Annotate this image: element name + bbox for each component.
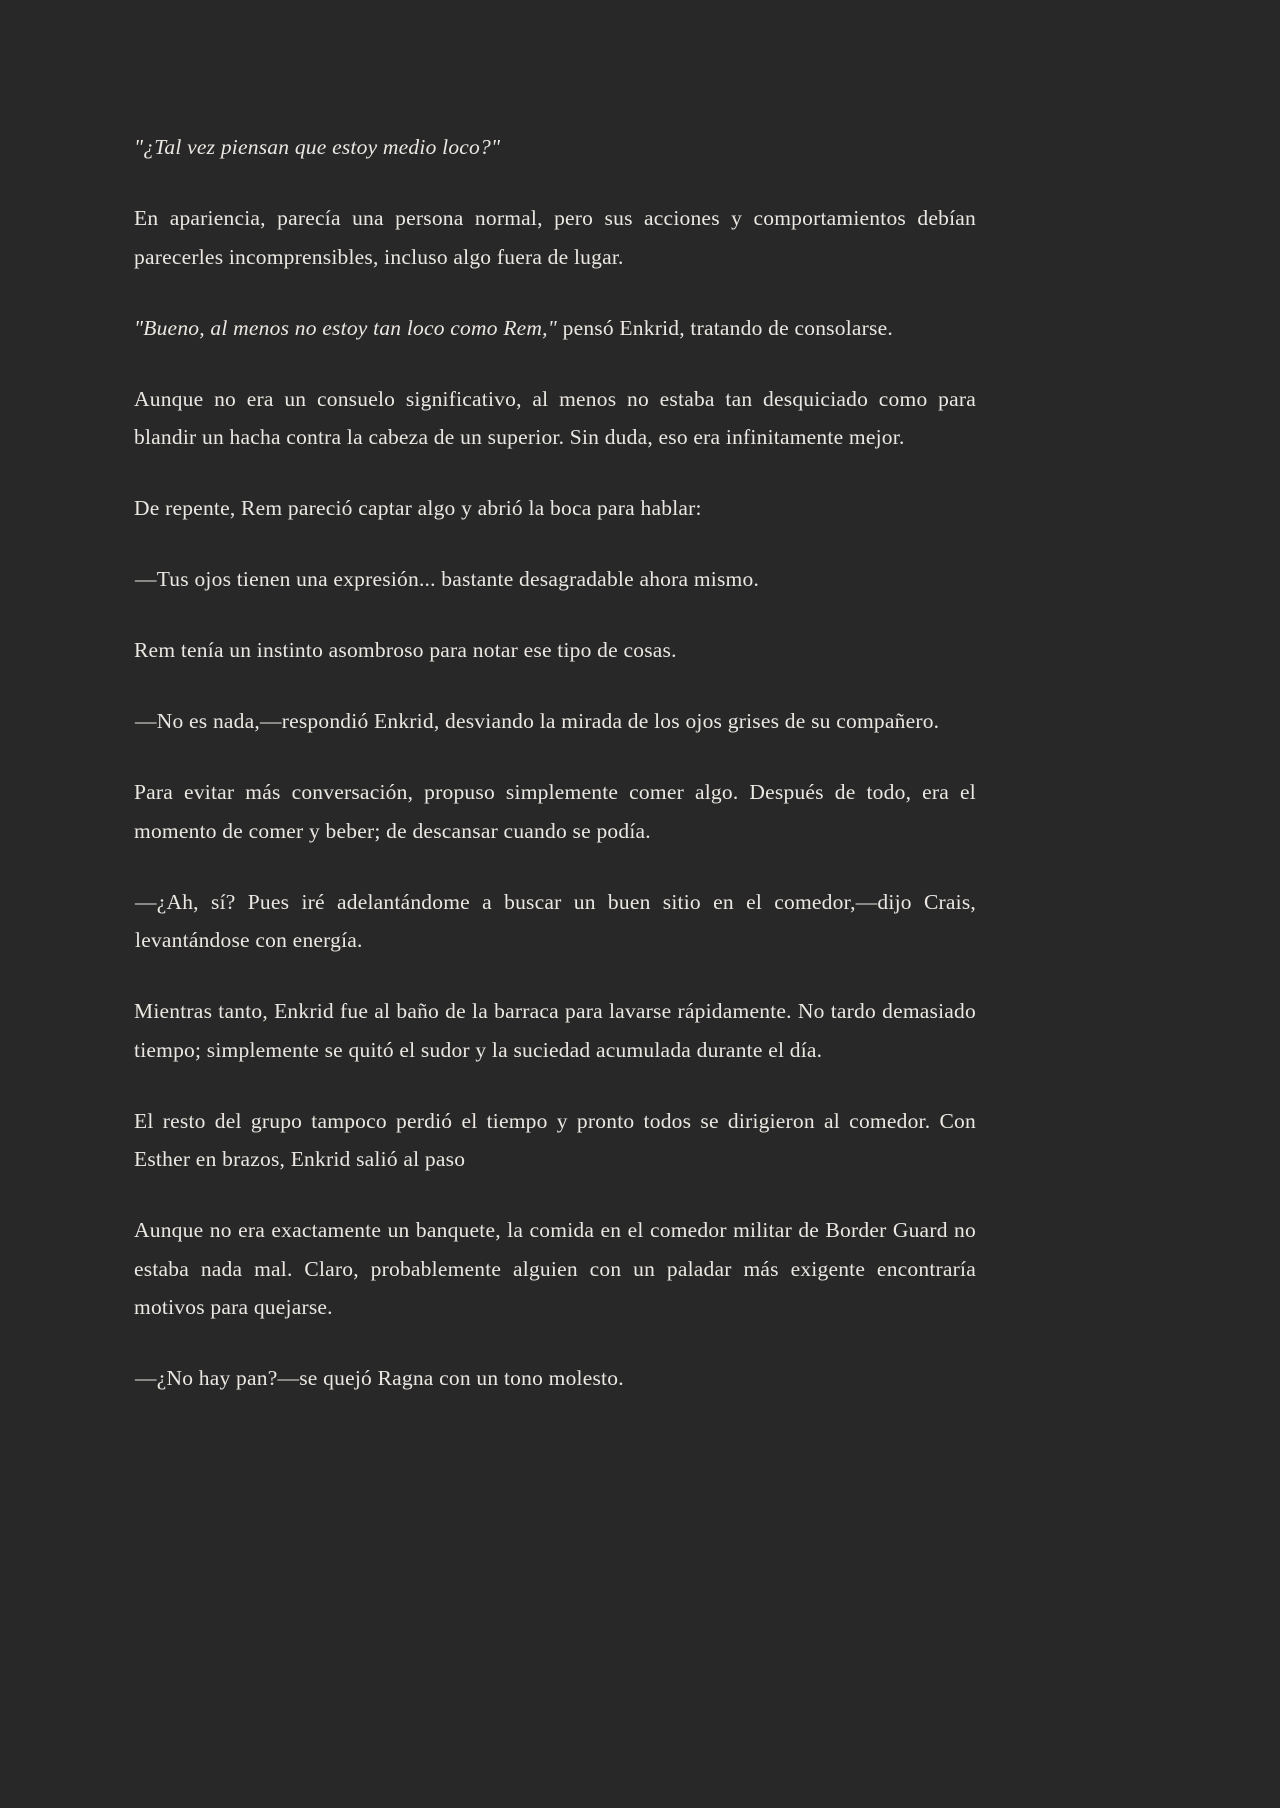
paragraph-appearance: En apariencia, parecía una persona normal, pero sus acciones y comportamientos debían parecerles incomprensibles, incluso algo fuera de lugar. — [134, 206, 976, 269]
paragraph-consuelo: Aunque no era un consuelo significativo, al menos no estaba tan desquiciado como para blandir un hacha contra la cabeza de un superior. Sin duda, eso era infinitamente mejor. — [134, 386, 976, 449]
document-body — [134, 128, 976, 1398]
paragraph-thought-rem — [134, 309, 976, 348]
dialogue-tus-ojos: —Tus ojos tienen una expresión... bastante desagradable ahora mismo. — [135, 567, 760, 591]
paragraph-instinto: Rem tenía un instinto asombroso para notar ese tipo de cosas. — [134, 638, 677, 662]
dialogue-crais: —¿Ah, sí? Pues iré adelantándome a buscar un buen sitio en el comedor,—dijo Crais, levantándose con energía. — [135, 889, 976, 952]
paragraph-quote-intro: "¿Tal vez piensan que estoy medio loco?" — [134, 135, 501, 159]
dialogue-no-es-nada: —No es nada,—respondió Enkrid, desviando la mirada de los ojos grises de su compañero. — [135, 709, 940, 733]
inline-italic-thought: "Bueno, al menos no estoy tan loco como Rem," — [134, 315, 558, 340]
paragraph-bano-barraca: Mientras tanto, Enkrid fue al baño de la barraca para lavarse rápidamente. No tardo demasiado tiempo; simplemente se quitó el sudor y la suciedad acumulada durante el día. — [134, 999, 976, 1062]
paragraph-comedor: El resto del grupo tampoco perdió el tiempo y pronto todos se dirigieron al comedor. Con Esther en brazos, Enkrid salió al paso — [134, 1108, 976, 1171]
paragraph-banquete: Aunque no era exactamente un banquete, la comida en el comedor militar de Border Guard no estaba nada mal. Claro, probablemente alguien con un paladar más exigente encontraría motivos para quejarse. — [134, 1218, 976, 1319]
dialogue-ragna: —¿No hay pan?—se quejó Ragna con un tono molesto. — [135, 1366, 624, 1390]
paragraph-rem-habla: De repente, Rem pareció captar algo y abrió la boca para hablar: — [134, 496, 702, 520]
paragraph-evitar-conversacion: Para evitar más conversación, propuso simplemente comer algo. Después de todo, era el momento de comer y beber; de descansar cuando se podía. — [134, 780, 976, 843]
inline-roman-attribution: pensó Enkrid, tratando de consolarse. — [557, 315, 893, 340]
